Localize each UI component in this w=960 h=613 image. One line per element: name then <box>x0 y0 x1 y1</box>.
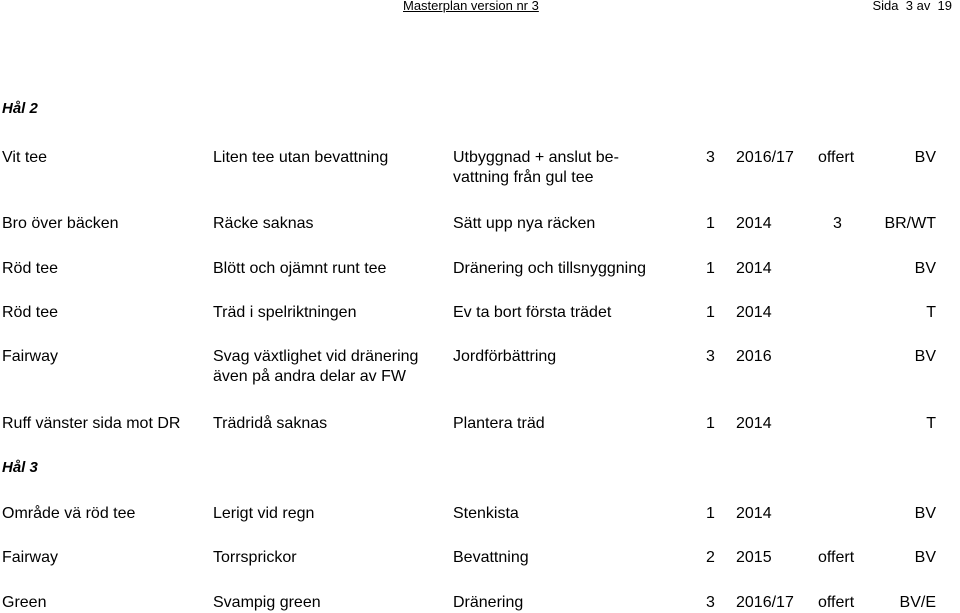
problem-cell: Blött och ojämnt runt tee <box>213 260 387 277</box>
page-number: Sida 3 av 19 <box>872 0 952 13</box>
priority-cell: 2 <box>706 549 715 566</box>
section-title-hal-2: Hål 2 <box>2 100 38 117</box>
year-cell: 2014 <box>736 260 772 277</box>
action-cell: Utbyggnad + anslut be- vattning från gul tee <box>453 149 619 186</box>
priority-cell: 1 <box>706 260 715 277</box>
priority-cell: 1 <box>706 215 715 232</box>
cost-cell: offert <box>818 149 855 166</box>
responsible-cell: T <box>926 415 936 432</box>
priority-cell: 3 <box>706 149 715 166</box>
action-cell: Bevattning <box>453 549 529 566</box>
location-cell: Röd tee <box>2 260 59 277</box>
year-cell: 2016/17 <box>736 594 794 611</box>
cost-cell: 3 <box>833 215 842 232</box>
cost-cell: offert <box>818 594 855 611</box>
responsible-cell: BV <box>914 505 936 522</box>
problem-cell: Torrsprickor <box>213 549 297 566</box>
responsible-cell: BV <box>914 149 936 166</box>
location-cell: Röd tee <box>2 304 59 321</box>
responsible-cell: BV/E <box>899 594 936 611</box>
cost-cell: offert <box>818 549 855 566</box>
year-cell: 2014 <box>736 415 772 432</box>
action-cell: Stenkista <box>453 505 519 522</box>
year-cell: 2014 <box>736 304 772 321</box>
action-cell: Plantera träd <box>453 415 545 432</box>
location-cell: Ruff vänster sida mot DR <box>2 415 181 432</box>
section-title-hal-3: Hål 3 <box>2 459 38 476</box>
problem-cell: Träd i spelriktningen <box>213 304 357 321</box>
action-cell: Dränering och tillsnyggning <box>453 260 646 277</box>
responsible-cell: T <box>926 304 936 321</box>
responsible-cell: BR/WT <box>884 215 936 232</box>
location-cell: Område vä röd tee <box>2 505 136 522</box>
action-cell: Dränering <box>453 594 524 611</box>
responsible-cell: BV <box>914 348 936 365</box>
document-title[interactable]: Masterplan version nr 3 <box>403 0 539 13</box>
problem-cell: Lerigt vid regn <box>213 505 315 522</box>
year-cell: 2016 <box>736 348 772 365</box>
location-cell: Vit tee <box>2 149 48 166</box>
problem-cell: Räcke saknas <box>213 215 314 232</box>
year-cell: 2016/17 <box>736 149 794 166</box>
priority-cell: 3 <box>706 594 715 611</box>
problem-cell: Trädridå saknas <box>213 415 328 432</box>
problem-cell: Svag växtlighet vid dränering även på andra delar av FW <box>213 348 419 385</box>
priority-cell: 3 <box>706 348 715 365</box>
priority-cell: 1 <box>706 415 715 432</box>
responsible-cell: BV <box>914 260 936 277</box>
action-cell: Sätt upp nya räcken <box>453 215 596 232</box>
location-cell: Fairway <box>2 348 59 365</box>
problem-cell: Svampig green <box>213 594 321 611</box>
problem-cell: Liten tee utan bevattning <box>213 149 389 166</box>
year-cell: 2014 <box>736 505 772 522</box>
year-cell: 2014 <box>736 215 772 232</box>
action-cell: Ev ta bort första trädet <box>453 304 612 321</box>
priority-cell: 1 <box>706 304 715 321</box>
location-cell: Green <box>2 594 47 611</box>
location-cell: Fairway <box>2 549 59 566</box>
priority-cell: 1 <box>706 505 715 522</box>
location-cell: Bro över bäcken <box>2 215 119 232</box>
responsible-cell: BV <box>914 549 936 566</box>
action-cell: Jordförbättring <box>453 348 557 365</box>
year-cell: 2015 <box>736 549 772 566</box>
